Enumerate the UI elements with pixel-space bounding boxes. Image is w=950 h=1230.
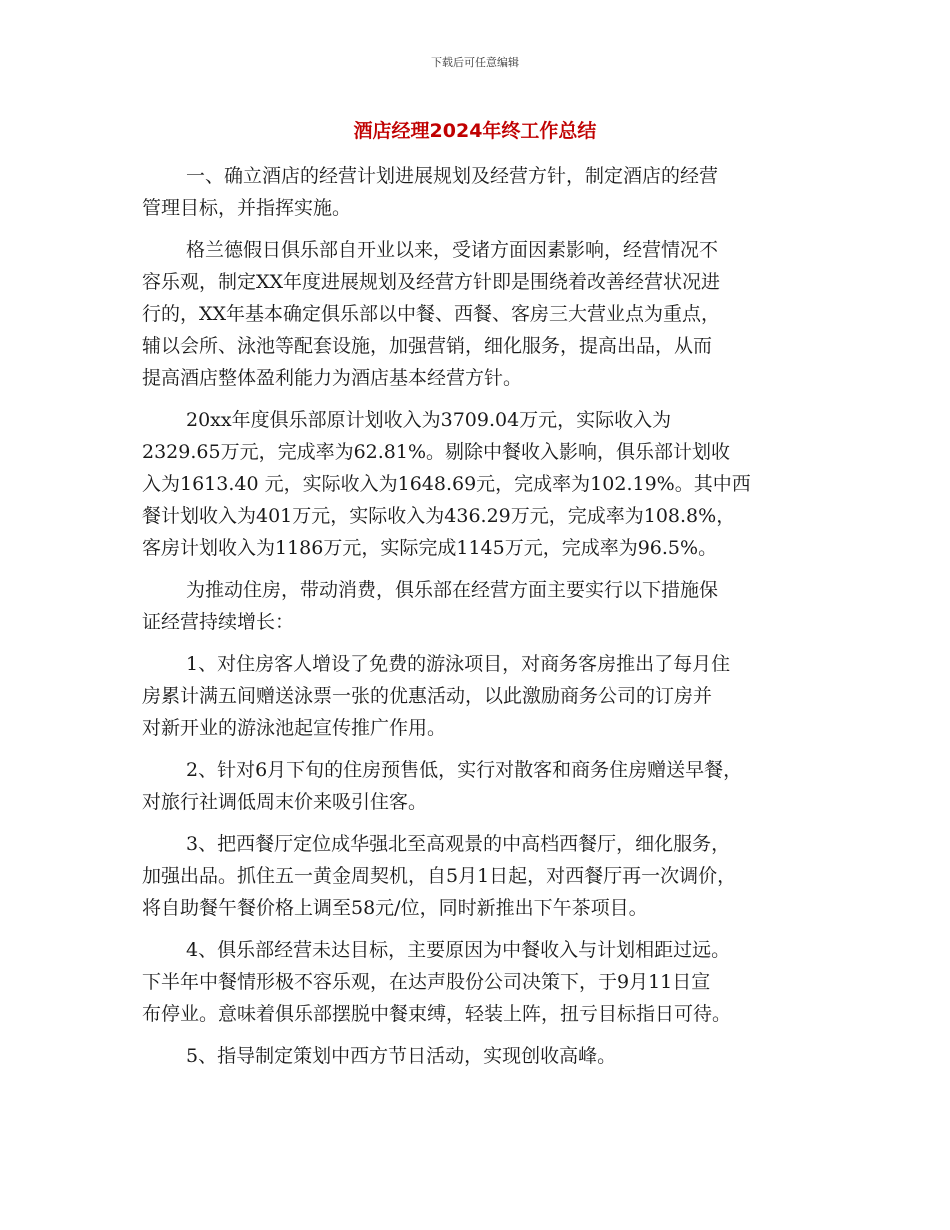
paragraph	[142, 648, 812, 744]
paragraph-line: 一、确立酒店的经营计划进展规划及经营方针，制定酒店的经营	[186, 165, 719, 187]
paragraph	[142, 404, 812, 564]
paragraph-line: 4、俱乐部经营未达目标，主要原因为中餐收入与计划相距过远。	[186, 939, 731, 961]
paragraph-line: 2329.65万元，完成率为62.81%。剔除中餐收入影响，俱乐部计划收	[142, 441, 731, 463]
paragraph-line: 容乐观，制定XX年度进展规划及经营方针即是围绕着改善经营状况进	[142, 271, 721, 293]
paragraph-line: 3、把西餐厅定位成华强北至高观景的中高档西餐厅，细化服务，	[186, 833, 731, 855]
header-note: 下载后可任意编辑	[431, 56, 519, 69]
paragraph-line: 管理目标，并指挥实施。	[142, 197, 352, 219]
paragraph	[142, 828, 812, 924]
paragraph-line: 布停业。意味着俱乐部摆脱中餐束缚，轻装上阵，扭亏目标指日可待。	[142, 1003, 732, 1025]
paragraph-line: 提高酒店整体盈利能力为酒店基本经营方针。	[142, 367, 523, 389]
paragraph-line: 对旅行社调低周末价来吸引住客。	[142, 791, 428, 813]
paragraph-line: 20xx年度俱乐部原计划收入为3709.04万元，实际收入为	[186, 409, 672, 431]
paragraph-line: 行的，XX年基本确定俱乐部以中餐、西餐、客房三大营业点为重点，	[142, 303, 721, 325]
paragraph	[142, 934, 812, 1030]
paragraph	[142, 574, 812, 638]
paragraph-line: 入为1613.40 元，实际收入为1648.69元，完成率为102.19%。其中西	[142, 473, 751, 495]
paragraph-line: 1、对住房客人增设了免费的游泳项目，对商务客房推出了每月住	[186, 653, 731, 675]
paragraph	[142, 160, 812, 224]
paragraph	[142, 754, 812, 818]
document-body	[142, 160, 812, 1072]
paragraph-line: 2、针对6月下旬的住房预售低，实行对散客和商务住房赠送早餐，	[186, 759, 743, 781]
paragraph-line: 对新开业的游泳池起宣传推广作用。	[142, 717, 447, 739]
paragraph-line: 客房计划收入为1186万元，实际完成1145万元，完成率为96.5%。	[142, 537, 718, 559]
paragraph	[142, 234, 812, 394]
paragraph-line: 将自助餐午餐价格上调至58元/位，同时新推出下午茶项目。	[142, 897, 648, 919]
paragraph-line: 为推动住房，带动消费，俱乐部在经营方面主要实行以下措施保	[186, 579, 719, 601]
paragraph-line: 餐计划收入为401万元，实际收入为436.29万元，完成率为108.8%，	[142, 505, 736, 527]
document-title: 酒店经理2024年终工作总结	[353, 120, 597, 142]
paragraph-line: 房累计满五间赠送泳票一张的优惠活动，以此激励商务公司的订房并	[142, 685, 713, 707]
paragraph-line: 5、指导制定策划中西方节日活动，实现创收高峰。	[186, 1045, 617, 1067]
paragraph-line: 下半年中餐情形极不容乐观，在达声股份公司决策下，于9月11日宣	[142, 971, 711, 993]
paragraph-line: 证经营持续增长：	[142, 611, 295, 633]
paragraph-line: 加强出品。抓住五一黄金周契机，自5月1日起，对西餐厅再一次调价，	[142, 865, 737, 887]
paragraph	[142, 1040, 812, 1072]
paragraph-line: 辅以会所、泳池等配套设施，加强营销，细化服务，提高出品，从而	[142, 335, 713, 357]
paragraph-line: 格兰德假日俱乐部自开业以来，受诸方面因素影响，经营情况不	[186, 239, 719, 261]
